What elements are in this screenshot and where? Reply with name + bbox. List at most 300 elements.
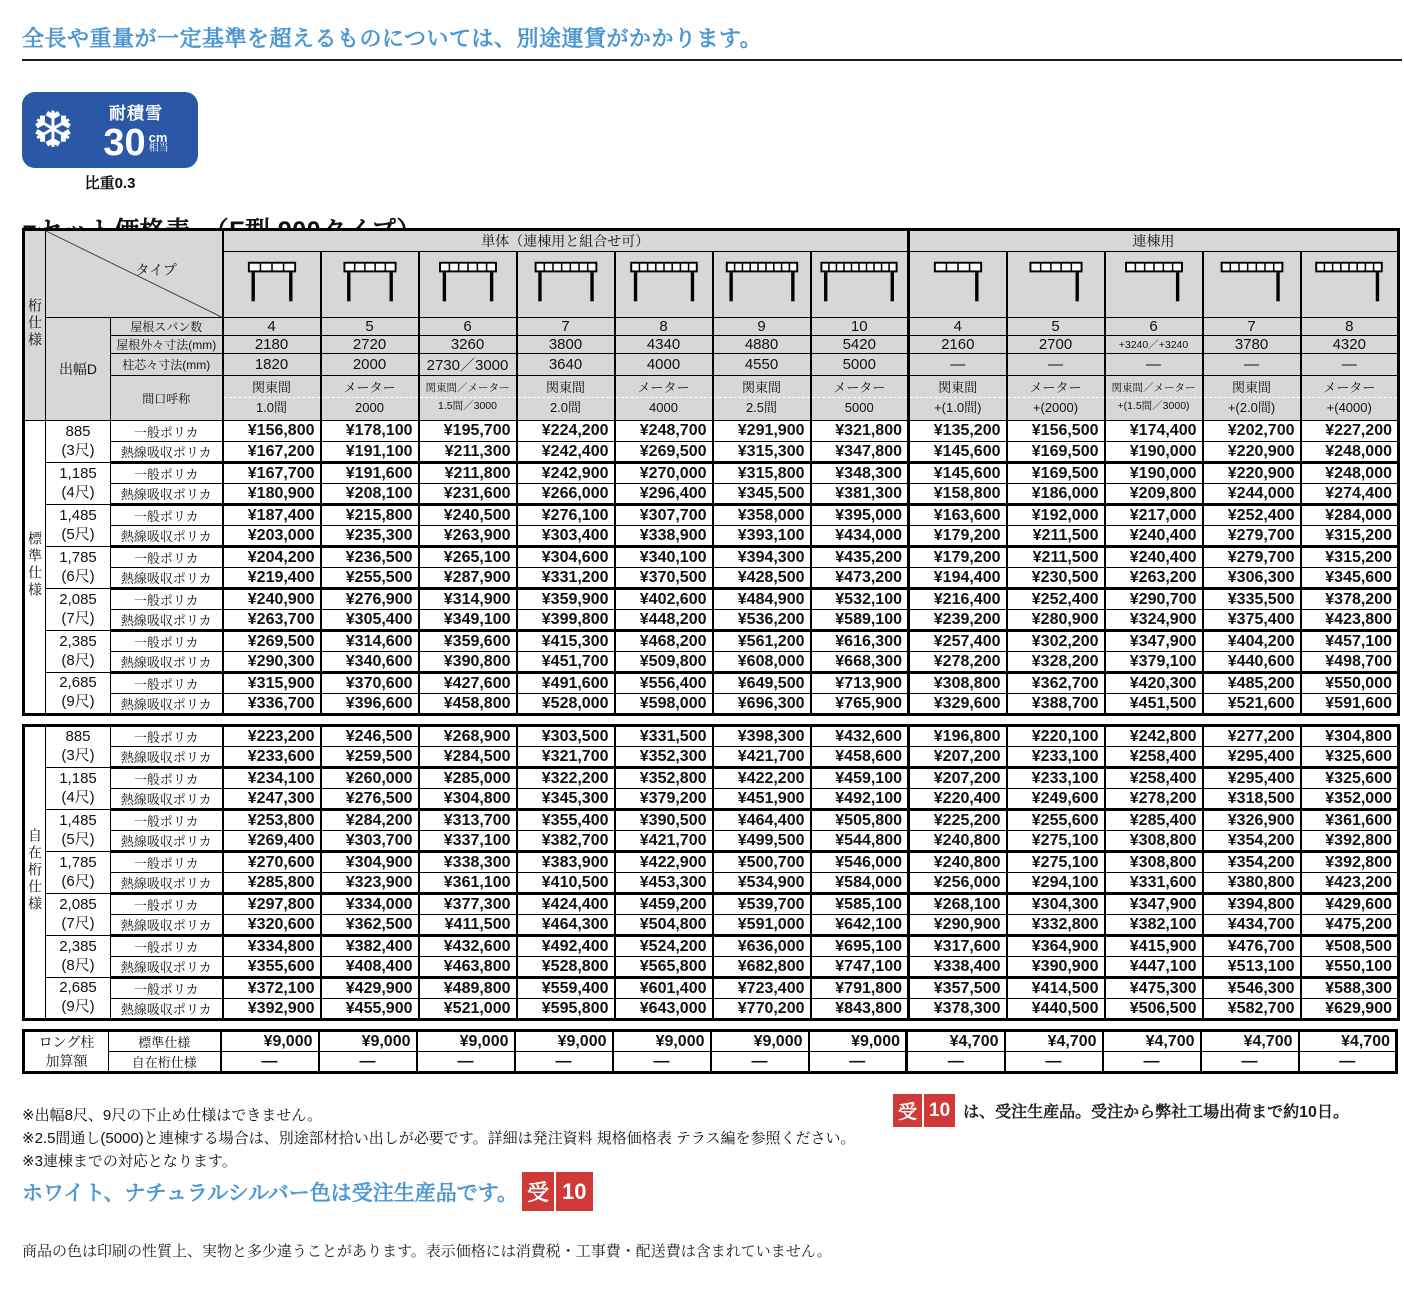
- price-cell: ¥196,800: [909, 726, 1007, 747]
- material-cell: 一般ポリカ: [111, 810, 223, 831]
- price-cell: ¥220,100: [1007, 726, 1105, 747]
- price-cell: ¥158,800: [909, 484, 1007, 505]
- price-cell: ¥544,800: [811, 831, 909, 852]
- type-icon-cell: [713, 252, 811, 318]
- price-cell: ¥476,700: [1203, 936, 1301, 957]
- price-cell: ¥278,200: [1105, 789, 1203, 810]
- price-cell: ¥616,300: [811, 631, 909, 652]
- price-cell: ¥304,900: [321, 852, 419, 873]
- frame-type-icon: [718, 255, 806, 309]
- roof-dim-cell: 3260: [419, 336, 517, 354]
- roof-dim-cell: +3240／+3240: [1105, 336, 1203, 354]
- price-cell: ¥508,500: [1301, 936, 1399, 957]
- price-cell: ¥505,800: [811, 810, 909, 831]
- footnote-3: ※3連棟までの対応となります。: [22, 1153, 237, 1170]
- price-cell: ¥415,300: [517, 631, 615, 652]
- price-cell: ¥240,900: [223, 589, 321, 610]
- depth-cell: 885 (3尺): [46, 421, 111, 463]
- pillar-dim-cell: 5000: [811, 354, 909, 376]
- price-cell: ¥528,800: [517, 957, 615, 978]
- price-cell: ¥408,400: [321, 957, 419, 978]
- price-cell: ¥565,800: [615, 957, 713, 978]
- specific-gravity-note: 比重0.3: [84, 175, 136, 192]
- price-cell: ¥9,000: [613, 1031, 711, 1052]
- price-cell: ¥145,600: [909, 442, 1007, 463]
- price-cell: ¥491,600: [517, 673, 615, 694]
- price-cell: ¥285,400: [1105, 810, 1203, 831]
- price-row: [24, 957, 1399, 978]
- price-cell: ¥423,800: [1301, 610, 1399, 631]
- type-icon-cell: [321, 252, 419, 318]
- price-cell: ¥585,100: [811, 894, 909, 915]
- price-cell: ¥396,600: [321, 694, 419, 715]
- price-cell: ¥791,800: [811, 978, 909, 999]
- price-cell: ¥383,900: [517, 852, 615, 873]
- price-cell: ¥285,800: [223, 873, 321, 894]
- price-cell: ¥492,400: [517, 936, 615, 957]
- price-cell: ¥420,300: [1105, 673, 1203, 694]
- price-cell: ¥304,300: [1007, 894, 1105, 915]
- pillar-dim-cell: —: [1007, 354, 1105, 376]
- material-cell: 一般ポリカ: [111, 768, 223, 789]
- price-cell: ¥163,600: [909, 505, 1007, 526]
- long-pillar-label: ロング柱 加算額: [24, 1031, 109, 1073]
- price-cell: ¥459,200: [615, 894, 713, 915]
- price-cell: ¥770,200: [713, 999, 811, 1020]
- price-cell: ¥378,300: [909, 999, 1007, 1020]
- order-badge-days: 10: [562, 1178, 587, 1204]
- price-cell: ¥377,300: [419, 894, 517, 915]
- price-cell: —: [613, 1052, 711, 1073]
- price-cell: ¥236,500: [321, 547, 419, 568]
- price-cell: ¥331,200: [517, 568, 615, 589]
- material-cell: 一般ポリカ: [111, 852, 223, 873]
- price-cell: —: [319, 1052, 417, 1073]
- frame-type-icon: [1012, 255, 1100, 309]
- price-cell: ¥347,900: [1105, 894, 1203, 915]
- price-cell: ¥345,600: [1301, 568, 1399, 589]
- material-cell: 一般ポリカ: [111, 673, 223, 694]
- price-cell: ¥249,600: [1007, 789, 1105, 810]
- material-cell: 一般ポリカ: [111, 936, 223, 957]
- width-name-cell: 関東間 1.0間: [223, 376, 321, 421]
- price-cell: ¥248,000: [1301, 442, 1399, 463]
- width-name-cell: 関東間 2.0間: [517, 376, 615, 421]
- price-cell: ¥9,000: [319, 1031, 417, 1052]
- group-header-single: 単体（連棟用と組合せ可）: [223, 230, 909, 252]
- price-row: [24, 936, 1399, 957]
- price-table-long-pillar: [22, 1029, 1398, 1074]
- price-cell: ¥224,200: [517, 421, 615, 442]
- price-cell: ¥458,800: [419, 694, 517, 715]
- depth-cell: 2,685 (9尺): [46, 673, 111, 715]
- price-cell: —: [417, 1052, 515, 1073]
- price-cell: ¥280,900: [1007, 610, 1105, 631]
- span-count-cell: 5: [1007, 318, 1105, 336]
- price-cell: ¥361,600: [1301, 810, 1399, 831]
- price-row: [24, 505, 1399, 526]
- price-cell: ¥534,900: [713, 873, 811, 894]
- price-table-standard: [22, 228, 1400, 716]
- price-cell: ¥364,900: [1007, 936, 1105, 957]
- price-cell: ¥304,600: [517, 547, 615, 568]
- roof-dim-cell: 2180: [223, 336, 321, 354]
- price-cell: ¥380,800: [1203, 873, 1301, 894]
- roof-dim-cell: 4320: [1301, 336, 1399, 354]
- price-cell: ¥211,300: [419, 442, 517, 463]
- depth-cell: 1,485 (5尺): [46, 810, 111, 852]
- price-cell: ¥392,800: [1301, 831, 1399, 852]
- price-cell: ¥485,200: [1203, 673, 1301, 694]
- price-cell: ¥266,000: [517, 484, 615, 505]
- price-row: [24, 652, 1399, 673]
- shipping-notice: 全長や重量が一定基準を超えるものについては、別途運賃がかかります。: [22, 26, 763, 51]
- price-cell: ¥325,600: [1301, 747, 1399, 768]
- price-cell: ¥362,500: [321, 915, 419, 936]
- roof-dim-cell: 2160: [909, 336, 1007, 354]
- width-name-cell: メーター 4000: [615, 376, 713, 421]
- price-cell: ¥546,000: [811, 852, 909, 873]
- price-cell: ¥207,200: [909, 747, 1007, 768]
- price-cell: ¥230,500: [1007, 568, 1105, 589]
- price-cell: ¥392,800: [1301, 852, 1399, 873]
- price-cell: ¥556,400: [615, 673, 713, 694]
- price-cell: ¥345,300: [517, 789, 615, 810]
- price-cell: —: [1005, 1052, 1103, 1073]
- type-icon-cell: [419, 252, 517, 318]
- price-cell: ¥498,700: [1301, 652, 1399, 673]
- price-cell: ¥636,000: [713, 936, 811, 957]
- span-count-cell: 4: [223, 318, 321, 336]
- frame-type-icon: [228, 255, 316, 309]
- price-cell: ¥464,300: [517, 915, 615, 936]
- span-count-cell: 7: [517, 318, 615, 336]
- price-cell: ¥393,100: [713, 526, 811, 547]
- price-cell: ¥423,200: [1301, 873, 1399, 894]
- price-cell: ¥268,100: [909, 894, 1007, 915]
- price-cell: ¥382,100: [1105, 915, 1203, 936]
- depth-cell: 1,785 (6尺): [46, 852, 111, 894]
- price-cell: ¥9,000: [515, 1031, 613, 1052]
- price-cell: ¥269,500: [223, 631, 321, 652]
- price-cell: ¥331,600: [1105, 873, 1203, 894]
- price-cell: —: [515, 1052, 613, 1073]
- price-cell: ¥275,100: [1007, 831, 1105, 852]
- price-row: [24, 873, 1399, 894]
- span-count-cell: 6: [419, 318, 517, 336]
- price-cell: ¥455,900: [321, 999, 419, 1020]
- price-cell: ¥843,800: [811, 999, 909, 1020]
- material-cell: 熱線吸収ポリカ: [111, 747, 223, 768]
- price-cell: ¥242,400: [517, 442, 615, 463]
- price-cell: ¥588,300: [1301, 978, 1399, 999]
- price-cell: ¥195,700: [419, 421, 517, 442]
- price-cell: ¥528,000: [517, 694, 615, 715]
- price-cell: ¥399,800: [517, 610, 615, 631]
- price-cell: ¥4,700: [1299, 1031, 1397, 1052]
- price-cell: ¥255,600: [1007, 810, 1105, 831]
- price-cell: ¥345,500: [713, 484, 811, 505]
- price-cell: ¥324,900: [1105, 610, 1203, 631]
- price-row: [24, 810, 1399, 831]
- price-cell: ¥242,900: [517, 463, 615, 484]
- row-header-pillar: 柱芯々寸法(mm): [111, 354, 223, 376]
- price-cell: ¥276,900: [321, 589, 419, 610]
- price-cell: ¥284,000: [1301, 505, 1399, 526]
- price-cell: ¥381,300: [811, 484, 909, 505]
- price-cell: ¥233,100: [1007, 747, 1105, 768]
- price-cell: ¥227,200: [1301, 421, 1399, 442]
- price-cell: ¥304,800: [419, 789, 517, 810]
- price-cell: ¥4,700: [907, 1031, 1005, 1052]
- price-cell: ¥447,100: [1105, 957, 1203, 978]
- price-cell: ¥546,300: [1203, 978, 1301, 999]
- spec-name-cell: 自在桁仕様: [109, 1052, 221, 1073]
- price-cell: ¥318,500: [1203, 789, 1301, 810]
- price-cell: ¥629,900: [1301, 999, 1399, 1020]
- row-header-span: 屋根スパン数: [111, 318, 223, 336]
- price-cell: ¥231,600: [419, 484, 517, 505]
- price-cell: ¥337,100: [419, 831, 517, 852]
- price-cell: ¥279,700: [1203, 526, 1301, 547]
- depth-cell: 2,085 (7尺): [46, 894, 111, 936]
- girder-spec-label: 桁仕様: [27, 297, 43, 349]
- depth-cell: 2,685 (9尺): [46, 978, 111, 1020]
- price-cell: ¥421,700: [615, 831, 713, 852]
- price-row: [24, 978, 1399, 999]
- price-cell: ¥451,500: [1105, 694, 1203, 715]
- price-cell: ¥340,600: [321, 652, 419, 673]
- price-cell: ¥668,300: [811, 652, 909, 673]
- price-cell: ¥156,500: [1007, 421, 1105, 442]
- material-cell: 熱線吸収ポリカ: [111, 999, 223, 1020]
- price-cell: ¥290,900: [909, 915, 1007, 936]
- snow-load-text: [74, 99, 198, 162]
- price-cell: ¥257,400: [909, 631, 1007, 652]
- price-cell: ¥211,800: [419, 463, 517, 484]
- price-cell: ¥260,000: [321, 768, 419, 789]
- price-cell: ¥561,200: [713, 631, 811, 652]
- price-cell: ¥513,100: [1203, 957, 1301, 978]
- footnote-2: ※2.5間通し(5000)と連棟する場合は、別途部材拾い出しが必要です。詳細は発注資料 規格価格表 テラス編を参照ください。: [22, 1130, 856, 1147]
- price-cell: ¥190,000: [1105, 442, 1203, 463]
- price-cell: ¥276,100: [517, 505, 615, 526]
- price-cell: ¥275,100: [1007, 852, 1105, 873]
- span-count-cell: 8: [615, 318, 713, 336]
- span-count-cell: 10: [811, 318, 909, 336]
- type-icon-cell: [909, 252, 1007, 318]
- price-cell: ¥473,200: [811, 568, 909, 589]
- roof-dim-cell: 4340: [615, 336, 713, 354]
- price-cell: ¥500,700: [713, 852, 811, 873]
- span-count-cell: 5: [321, 318, 419, 336]
- price-cell: ¥255,500: [321, 568, 419, 589]
- price-cell: ¥258,400: [1105, 747, 1203, 768]
- price-cell: ¥194,400: [909, 568, 1007, 589]
- price-cell: ¥325,600: [1301, 768, 1399, 789]
- type-icon-cell: [223, 252, 321, 318]
- price-cell: —: [1103, 1052, 1201, 1073]
- width-name-cell: メーター 5000: [811, 376, 909, 421]
- price-cell: ¥179,200: [909, 526, 1007, 547]
- price-cell: ¥167,700: [223, 463, 321, 484]
- type-icon-cell: [615, 252, 713, 318]
- price-cell: ¥145,600: [909, 463, 1007, 484]
- price-cell: ¥186,000: [1007, 484, 1105, 505]
- price-row: [24, 421, 1399, 442]
- price-row: [24, 894, 1399, 915]
- material-cell: 一般ポリカ: [111, 978, 223, 999]
- price-cell: ¥354,200: [1203, 852, 1301, 873]
- footnote-1: ※出幅8尺、9尺の下止め仕様はできません。: [22, 1107, 323, 1124]
- price-row: [24, 463, 1399, 484]
- price-cell: ¥268,900: [419, 726, 517, 747]
- price-cell: ¥451,700: [517, 652, 615, 673]
- price-row: [24, 694, 1399, 715]
- disclaimer-note: 商品の色は印刷の性質上、実物と多少違うことがあります。表示価格には消費税・工事費・配送費は含まれていません。: [22, 1243, 832, 1260]
- price-cell: ¥294,100: [1007, 873, 1105, 894]
- width-name-cell: メーター +(4000): [1301, 376, 1399, 421]
- price-cell: ¥370,600: [321, 673, 419, 694]
- span-count-cell: 6: [1105, 318, 1203, 336]
- price-cell: ¥682,800: [713, 957, 811, 978]
- frame-type-icon: [1110, 255, 1198, 309]
- material-cell: 熱線吸収ポリカ: [111, 652, 223, 673]
- price-cell: ¥247,300: [223, 789, 321, 810]
- price-cell: ¥204,200: [223, 547, 321, 568]
- price-cell: ¥382,400: [321, 936, 419, 957]
- price-row: [24, 673, 1399, 694]
- type-icon-cell: [1007, 252, 1105, 318]
- material-cell: 熱線吸収ポリカ: [111, 484, 223, 505]
- footnotes: [22, 1104, 855, 1173]
- price-cell: ¥284,200: [321, 810, 419, 831]
- price-cell: ¥9,000: [711, 1031, 809, 1052]
- price-cell: ¥240,400: [1105, 547, 1203, 568]
- price-cell: ¥285,000: [419, 768, 517, 789]
- price-cell: ¥265,100: [419, 547, 517, 568]
- price-cell: ¥259,500: [321, 747, 419, 768]
- price-cell: ¥382,700: [517, 831, 615, 852]
- price-cell: ¥225,200: [909, 810, 1007, 831]
- price-cell: ¥315,900: [223, 673, 321, 694]
- material-cell: 熱線吸収ポリカ: [111, 610, 223, 631]
- price-cell: ¥358,000: [713, 505, 811, 526]
- divider: [22, 59, 1402, 61]
- price-cell: ¥334,000: [321, 894, 419, 915]
- price-cell: ¥521,600: [1203, 694, 1301, 715]
- price-cell: ¥550,100: [1301, 957, 1399, 978]
- price-cell: ¥315,300: [713, 442, 811, 463]
- price-cell: ¥421,700: [713, 747, 811, 768]
- material-cell: 熱線吸収ポリカ: [111, 789, 223, 810]
- price-cell: ¥179,200: [909, 547, 1007, 568]
- depth-cell: 1,185 (4尺): [46, 768, 111, 810]
- price-cell: ¥370,500: [615, 568, 713, 589]
- price-cell: ¥434,700: [1203, 915, 1301, 936]
- width-name-cell: メーター 2000: [321, 376, 419, 421]
- price-cell: ¥463,800: [419, 957, 517, 978]
- price-row: [24, 1052, 1397, 1073]
- price-cell: ¥435,200: [811, 547, 909, 568]
- price-cell: ¥295,400: [1203, 768, 1301, 789]
- price-cell: ¥252,400: [1203, 505, 1301, 526]
- snow-load-unit: cm: [148, 130, 168, 145]
- order-badge: [522, 1172, 593, 1211]
- order-badge-kanji: 受: [522, 1172, 556, 1211]
- material-cell: 一般ポリカ: [111, 726, 223, 747]
- roof-dim-cell: 4880: [713, 336, 811, 354]
- snow-load-title: 耐積雪: [108, 103, 163, 123]
- material-cell: 熱線吸収ポリカ: [111, 526, 223, 547]
- price-cell: ¥314,900: [419, 589, 517, 610]
- row-header-width-name: 間口呼称: [111, 376, 223, 421]
- price-cell: ¥410,500: [517, 873, 615, 894]
- price-cell: ¥269,500: [615, 442, 713, 463]
- depth-cell: 2,085 (7尺): [46, 589, 111, 631]
- snow-load-value: 30: [103, 121, 146, 164]
- price-cell: ¥747,100: [811, 957, 909, 978]
- price-cell: ¥504,800: [615, 915, 713, 936]
- price-cell: ¥256,000: [909, 873, 1007, 894]
- price-cell: ¥713,900: [811, 673, 909, 694]
- price-cell: ¥174,400: [1105, 421, 1203, 442]
- price-cell: ¥649,500: [713, 673, 811, 694]
- price-cell: ¥290,300: [223, 652, 321, 673]
- price-cell: ¥167,200: [223, 442, 321, 463]
- price-cell: ¥489,800: [419, 978, 517, 999]
- price-cell: ¥451,900: [713, 789, 811, 810]
- price-cell: ¥458,600: [811, 747, 909, 768]
- type-icon-cell: [517, 252, 615, 318]
- price-cell: ¥595,800: [517, 999, 615, 1020]
- price-cell: —: [221, 1052, 319, 1073]
- price-cell: ¥375,400: [1203, 610, 1301, 631]
- price-cell: ¥394,300: [713, 547, 811, 568]
- price-cell: ¥322,200: [517, 768, 615, 789]
- price-row: [24, 1031, 1397, 1052]
- price-tables: [22, 228, 1400, 1074]
- price-cell: ¥303,400: [517, 526, 615, 547]
- material-cell: 熱線吸収ポリカ: [111, 873, 223, 894]
- price-cell: ¥240,500: [419, 505, 517, 526]
- price-cell: ¥295,400: [1203, 747, 1301, 768]
- price-row: [24, 526, 1399, 547]
- price-cell: ¥248,000: [1301, 463, 1399, 484]
- price-cell: ¥240,800: [909, 831, 1007, 852]
- price-cell: ¥235,300: [321, 526, 419, 547]
- price-cell: ¥304,800: [1301, 726, 1399, 747]
- roof-dim-cell: 2700: [1007, 336, 1105, 354]
- price-cell: ¥499,500: [713, 831, 811, 852]
- price-cell: ¥240,800: [909, 852, 1007, 873]
- spec-name-cell: 標準仕様: [109, 1031, 221, 1052]
- pillar-dim-cell: —: [1301, 354, 1399, 376]
- price-cell: ¥591,600: [1301, 694, 1399, 715]
- price-cell: ¥352,800: [615, 768, 713, 789]
- price-cell: ¥448,200: [615, 610, 713, 631]
- price-cell: ¥302,200: [1007, 631, 1105, 652]
- snowflake-icon: ❆: [32, 102, 74, 158]
- price-cell: ¥9,000: [417, 1031, 515, 1052]
- price-cell: ¥135,200: [909, 421, 1007, 442]
- price-cell: ¥372,100: [223, 978, 321, 999]
- legend-badge-kanji: 受: [893, 1094, 924, 1127]
- frame-type-icon: [326, 255, 414, 309]
- price-cell: ¥156,800: [223, 421, 321, 442]
- material-cell: 熱線吸収ポリカ: [111, 568, 223, 589]
- pillar-dim-cell: 4550: [713, 354, 811, 376]
